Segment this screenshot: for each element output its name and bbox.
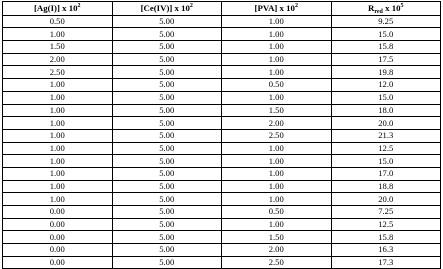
ce-value-cell: 5.00 xyxy=(112,15,222,28)
table-row xyxy=(3,142,441,155)
rate-value-cell: 15.0 xyxy=(331,155,441,168)
pva-value-cell: 2.50 xyxy=(222,256,332,269)
table-body xyxy=(3,15,441,269)
table-row xyxy=(3,167,441,180)
ag-value-cell: 1.50 xyxy=(3,41,113,54)
table-row xyxy=(3,155,441,168)
rate-value-cell: 15.8 xyxy=(331,231,441,244)
pva-value-cell: 1.00 xyxy=(222,167,332,180)
ag-value-cell: 1.00 xyxy=(3,193,113,206)
pva-value-cell: 1.00 xyxy=(222,66,332,79)
data-table xyxy=(2,1,441,269)
pva-value-cell: 1.50 xyxy=(222,104,332,117)
rate-value-cell: 21.3 xyxy=(331,129,441,142)
rate-value-cell: 15.0 xyxy=(331,91,441,104)
ce-value-cell: 5.00 xyxy=(112,79,222,92)
ce-value-cell: 5.00 xyxy=(112,155,222,168)
pva-value-cell: 2.00 xyxy=(222,117,332,130)
table-row xyxy=(3,91,441,104)
header-pva-label: [PVA] x 10 xyxy=(254,2,295,13)
ce-value-cell: 5.00 xyxy=(112,256,222,269)
ce-value-cell: 5.00 xyxy=(112,193,222,206)
header-rate-subscript: red xyxy=(374,8,383,15)
ag-value-cell: 1.00 xyxy=(3,104,113,117)
header-pva-concentration xyxy=(222,2,332,16)
rate-value-cell: 18.8 xyxy=(331,180,441,193)
header-ag-label: [Ag(I)] x 10 xyxy=(34,2,78,13)
table-row xyxy=(3,104,441,117)
table-row xyxy=(3,129,441,142)
ag-value-cell: 1.00 xyxy=(3,129,113,142)
ag-value-cell: 1.00 xyxy=(3,79,113,92)
ag-value-cell: 1.00 xyxy=(3,155,113,168)
ag-value-cell: 0.00 xyxy=(3,256,113,269)
rate-value-cell: 15.8 xyxy=(331,41,441,54)
table-row xyxy=(3,193,441,206)
pva-value-cell: 1.00 xyxy=(222,155,332,168)
table-row xyxy=(3,15,441,28)
pva-value-cell: 1.00 xyxy=(222,53,332,66)
table-row xyxy=(3,66,441,79)
ce-value-cell: 5.00 xyxy=(112,129,222,142)
table-row xyxy=(3,218,441,231)
rate-value-cell: 9.25 xyxy=(331,15,441,28)
table-row xyxy=(3,79,441,92)
header-row xyxy=(3,2,441,16)
pva-value-cell: 1.00 xyxy=(222,142,332,155)
rate-value-cell: 20.0 xyxy=(331,193,441,206)
ag-value-cell: 0.00 xyxy=(3,231,113,244)
ce-value-cell: 5.00 xyxy=(112,104,222,117)
ag-value-cell: 0.00 xyxy=(3,244,113,257)
header-ag-exponent: 2 xyxy=(77,2,81,9)
ce-value-cell: 5.00 xyxy=(112,66,222,79)
ce-value-cell: 5.00 xyxy=(112,180,222,193)
ag-value-cell: 2.50 xyxy=(3,66,113,79)
table-row xyxy=(3,117,441,130)
pva-value-cell: 1.00 xyxy=(222,193,332,206)
rate-value-cell: 16.3 xyxy=(331,244,441,257)
ce-value-cell: 5.00 xyxy=(112,167,222,180)
ce-value-cell: 5.00 xyxy=(112,206,222,219)
header-ce-exponent: 2 xyxy=(189,2,193,9)
pva-value-cell: 2.50 xyxy=(222,129,332,142)
rate-value-cell: 19.8 xyxy=(331,66,441,79)
ce-value-cell: 5.00 xyxy=(112,28,222,41)
pva-value-cell: 0.50 xyxy=(222,206,332,219)
header-pva-exponent: 2 xyxy=(294,2,298,9)
rate-value-cell: 7.25 xyxy=(331,206,441,219)
pva-value-cell: 1.00 xyxy=(222,218,332,231)
ce-value-cell: 5.00 xyxy=(112,142,222,155)
rate-value-cell: 17.5 xyxy=(331,53,441,66)
ce-value-cell: 5.00 xyxy=(112,53,222,66)
pva-value-cell: 1.00 xyxy=(222,180,332,193)
ag-value-cell: 0.00 xyxy=(3,206,113,219)
pva-value-cell: 1.00 xyxy=(222,15,332,28)
table-row xyxy=(3,180,441,193)
rate-value-cell: 18.0 xyxy=(331,104,441,117)
ag-value-cell: 0.50 xyxy=(3,15,113,28)
rate-value-cell: 17.0 xyxy=(331,167,441,180)
ag-value-cell: 1.00 xyxy=(3,28,113,41)
pva-value-cell: 1.50 xyxy=(222,231,332,244)
table-row xyxy=(3,256,441,269)
ag-value-cell: 0.00 xyxy=(3,218,113,231)
ce-value-cell: 5.00 xyxy=(112,41,222,54)
table-row xyxy=(3,28,441,41)
ce-value-cell: 5.00 xyxy=(112,91,222,104)
header-rate-multiplier: x 10 xyxy=(382,2,401,13)
table-row xyxy=(3,206,441,219)
header-rate xyxy=(331,2,441,16)
header-ce-concentration xyxy=(112,2,222,16)
pva-value-cell: 1.00 xyxy=(222,28,332,41)
ce-value-cell: 5.00 xyxy=(112,117,222,130)
ag-value-cell: 1.00 xyxy=(3,167,113,180)
rate-value-cell: 15.0 xyxy=(331,28,441,41)
pva-value-cell: 2.00 xyxy=(222,244,332,257)
rate-value-cell: 17.3 xyxy=(331,256,441,269)
rate-value-cell: 20.0 xyxy=(331,117,441,130)
ag-value-cell: 1.00 xyxy=(3,180,113,193)
ce-value-cell: 5.00 xyxy=(112,218,222,231)
ag-value-cell: 1.00 xyxy=(3,142,113,155)
header-ag-concentration xyxy=(3,2,113,16)
rate-value-cell: 12.0 xyxy=(331,79,441,92)
table-row xyxy=(3,244,441,257)
table-row xyxy=(3,231,441,244)
ag-value-cell: 1.00 xyxy=(3,117,113,130)
table-row xyxy=(3,41,441,54)
ag-value-cell: 1.00 xyxy=(3,91,113,104)
ce-value-cell: 5.00 xyxy=(112,231,222,244)
pva-value-cell: 1.00 xyxy=(222,91,332,104)
table-header xyxy=(3,2,441,16)
rate-value-cell: 12.5 xyxy=(331,218,441,231)
ce-value-cell: 5.00 xyxy=(112,244,222,257)
ag-value-cell: 2.00 xyxy=(3,53,113,66)
pva-value-cell: 0.50 xyxy=(222,79,332,92)
pva-value-cell: 1.00 xyxy=(222,41,332,54)
header-rate-exponent: 5 xyxy=(400,2,404,9)
rate-value-cell: 12.5 xyxy=(331,142,441,155)
header-ce-label: [Ce(IV)] x 10 xyxy=(140,2,190,13)
header-rate-label: R xyxy=(367,2,375,13)
table-row xyxy=(3,53,441,66)
